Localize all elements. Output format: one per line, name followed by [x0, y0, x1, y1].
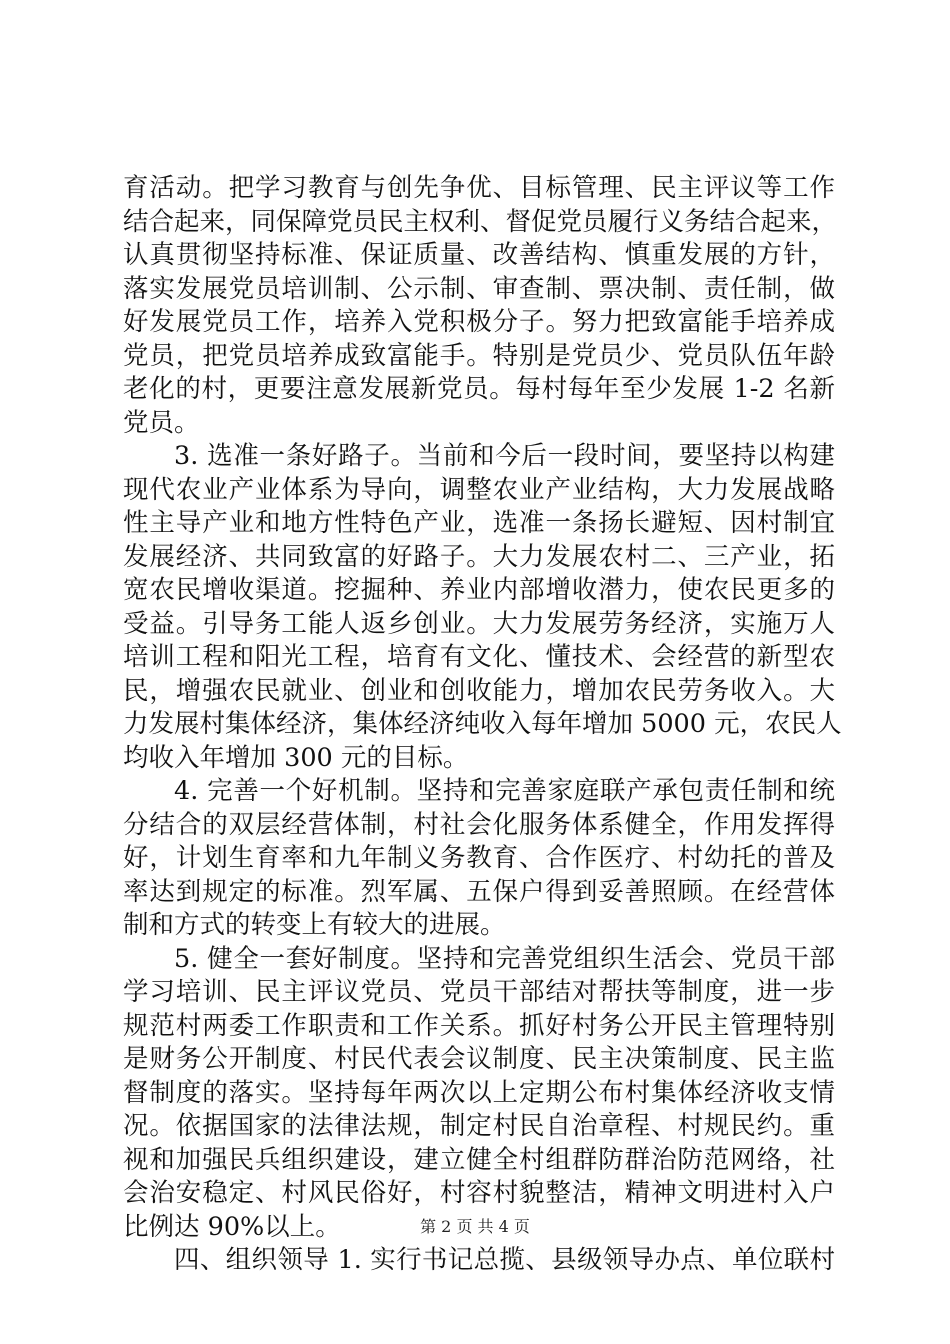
text-line: 落实发展党员培训制、公示制、审查制、票决制、责任制，做	[123, 273, 835, 304]
text-line: 4. 完善一个好机制。坚持和完善家庭联产承包责任制和统	[174, 776, 835, 806]
text-line: 3. 选准一条好路子。当前和今后一段时间，要坚持以构建	[174, 441, 835, 471]
text-line: 四、组织领导 1. 实行书记总揽、县级领导办点、单位联村	[174, 1245, 835, 1275]
text-line: 学习培训、民主评议党员、党员干部结对帮扶等制度，进一步	[123, 977, 835, 1007]
text-line: 均收入年增加 300 元的目标。	[123, 742, 469, 773]
text-line: 是财务公开制度、村民代表会议制度、民主决策制度、民主监	[123, 1044, 835, 1074]
text-line: 老化的村，更要注意发展新党员。每村每年至少发展 1-2 名新	[123, 374, 835, 404]
text-line: 结合起来，同保障党员民主权利、督促党员履行义务结合起来，	[123, 206, 838, 237]
text-line: 宽农民增收渠道。挖掘种、养业内部增收潜力，使农民更多的	[123, 575, 835, 605]
text-line: 5. 健全一套好制度。坚持和完善党组织生活会、党员干部	[174, 943, 835, 974]
text-line: 性主导产业和地方性特色产业，选准一条扬长避短、因村制宜	[123, 508, 835, 538]
text-line: 好，计划生育率和九年制义务教育、合作医疗、村幼托的普及	[123, 843, 835, 873]
text-line: 受益。引导务工能人返乡创业。大力发展劳务经济，实施万人	[123, 608, 835, 639]
text-line: 况。依据国家的法律法规，制定村民自治章程、村规民约。重	[123, 1111, 835, 1141]
text-line: 党员。	[123, 407, 200, 438]
text-line: 制和方式的转变上有较大的进展。	[123, 910, 506, 940]
text-line: 规范村两委工作职责和工作关系。抓好村务公开民主管理特别	[123, 1010, 835, 1041]
text-line: 比例达 90%以上。	[123, 1211, 341, 1242]
page-footer: 第 2 页 共 4 页	[420, 1217, 530, 1236]
text-line: 现代农业产业体系为导向，调整农业产业结构，大力发展战略	[123, 474, 835, 505]
text-line: 分结合的双层经营体制，村社会化服务体系健全，作用发挥得	[123, 809, 835, 840]
text-line: 认真贯彻坚持标准、保证质量、改善结构、慎重发展的方针，	[123, 240, 835, 270]
text-line: 会治安稳定、村风民俗好，村容村貌整洁，精神文明进村入户	[123, 1178, 835, 1208]
text-line: 民，增强农民就业、创业和创收能力，增加农民劳务收入。大	[123, 675, 835, 706]
text-line: 发展经济、共同致富的好路子。大力发展农村二、三产业，拓	[123, 541, 835, 572]
text-line: 率达到规定的标准。烈军属、五保户得到妥善照顾。在经营体	[123, 876, 835, 907]
text-line: 力发展村集体经济，集体经济纯收入每年增加 5000 元，农民人	[123, 709, 842, 739]
text-line: 好发展党员工作，培养入党积极分子。努力把致富能手培养成	[123, 307, 835, 337]
text-line: 育活动。把学习教育与创先争优、目标管理、民主评议等工作	[123, 173, 835, 203]
text-line: 培训工程和阳光工程，培育有文化、懂技术、会经营的新型农	[123, 642, 835, 672]
text-line: 督制度的落实。坚持每年两次以上定期公布村集体经济收支情	[123, 1077, 835, 1108]
text-line: 党员，把党员培养成致富能手。特别是党员少、党员队伍年龄	[123, 340, 835, 371]
document-body	[123, 172, 842, 1278]
text-line: 视和加强民兵组织建设，建立健全村组群防群治防范网络，社	[123, 1144, 835, 1175]
